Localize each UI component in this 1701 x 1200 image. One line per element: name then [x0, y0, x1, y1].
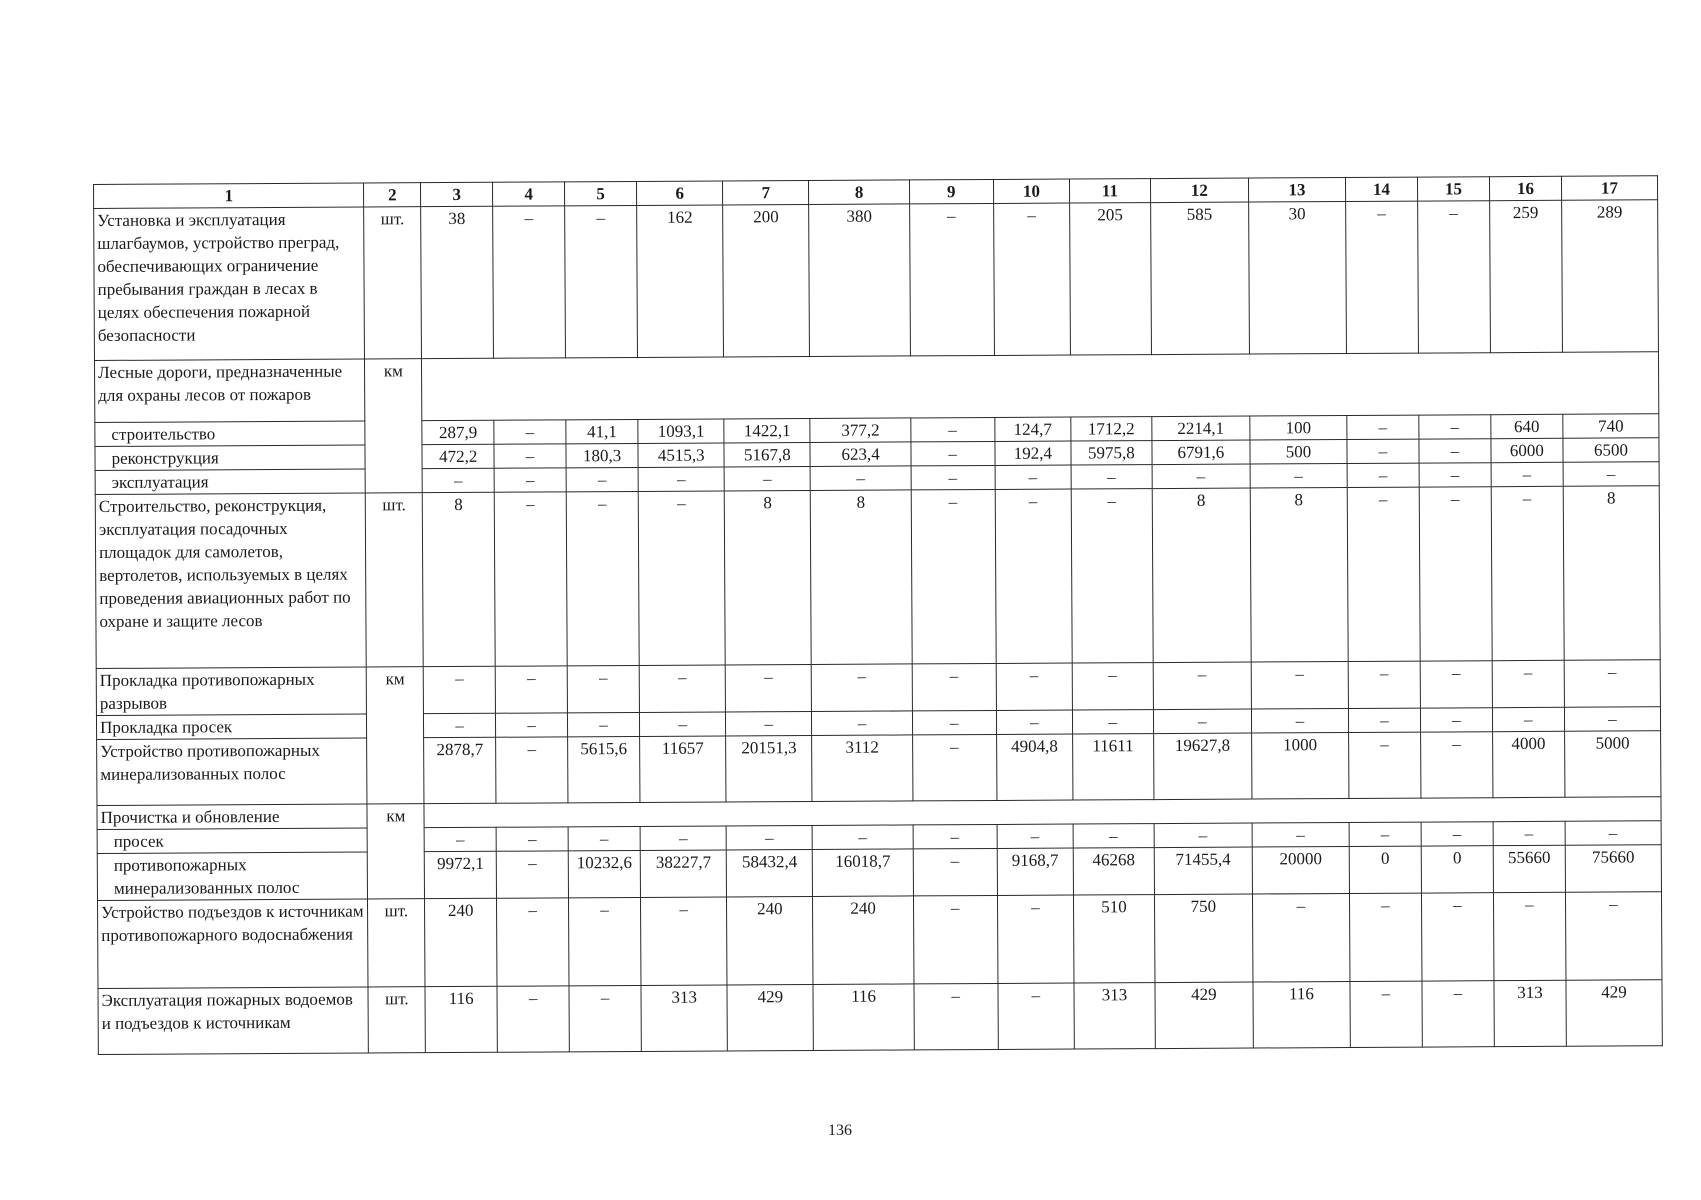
value-cell: – [424, 827, 496, 851]
page-number: 136 [828, 1122, 852, 1139]
value-cell: – [1152, 464, 1250, 489]
value-cell: 116 [425, 986, 497, 1052]
value-cell: – [1491, 486, 1564, 660]
value-cell: – [496, 827, 568, 851]
value-cell: – [812, 664, 913, 712]
value-cell: – [1252, 893, 1350, 982]
value-cell: – [1563, 462, 1659, 487]
value-cell: 116 [1253, 981, 1350, 1048]
value-cell: – [567, 665, 639, 712]
value-cell: – [1071, 465, 1152, 489]
value-cell: – [993, 203, 1070, 355]
value-cell: 289 [1561, 200, 1658, 353]
table-body [94, 176, 1663, 1055]
value-cell: – [1419, 487, 1492, 661]
value-cell: – [494, 420, 566, 444]
row-unit: шт. [364, 207, 422, 359]
value-cell: – [423, 666, 495, 713]
value-cell: 46268 [1073, 848, 1154, 895]
value-cell: 75660 [1565, 845, 1661, 893]
value-cell: 205 [1070, 203, 1152, 355]
row-name: просек [97, 828, 368, 854]
value-cell: – [1493, 821, 1565, 845]
header-cell: 10 [993, 179, 1069, 203]
value-cell: – [1071, 489, 1153, 663]
row-unit: шт. [368, 899, 425, 987]
value-cell: – [1491, 462, 1563, 486]
value-cell: – [569, 985, 641, 1051]
value-cell: – [1418, 201, 1491, 353]
value-cell: 5167,8 [724, 442, 810, 466]
value-cell: 5615,6 [568, 736, 640, 802]
header-cell: 12 [1150, 178, 1248, 203]
value-cell: 10232,6 [568, 850, 640, 897]
value-cell: 8 [811, 490, 912, 665]
value-cell: 9972,1 [424, 851, 496, 898]
merged-empty-cell [422, 352, 1659, 421]
value-cell: – [913, 848, 997, 895]
value-cell: 313 [1074, 983, 1155, 1049]
row-unit: шт. [366, 493, 424, 667]
value-cell: 313 [641, 985, 728, 1051]
header-cell: 6 [637, 181, 723, 205]
value-cell: – [913, 895, 997, 983]
table-row [98, 892, 1662, 989]
value-cell: 5975,8 [1071, 441, 1152, 465]
header-cell: 8 [809, 180, 909, 205]
header-cell: 11 [1070, 179, 1151, 203]
row-unit: км [367, 667, 424, 804]
value-cell: – [1350, 981, 1422, 1047]
header-cell: 17 [1561, 176, 1657, 201]
header-cell: 5 [565, 181, 637, 205]
value-cell: – [1153, 709, 1251, 734]
value-cell: 240 [727, 896, 814, 984]
value-cell: – [1072, 663, 1153, 710]
value-cell: 30 [1249, 202, 1347, 355]
row-unit: км [365, 359, 422, 493]
value-cell: 20000 [1252, 846, 1349, 894]
value-cell: – [997, 824, 1073, 848]
value-cell: 472,2 [422, 444, 494, 468]
value-cell: – [1346, 201, 1419, 353]
header-cell: 2 [364, 183, 421, 207]
value-cell: 429 [727, 984, 814, 1050]
value-cell: – [810, 466, 910, 491]
value-cell: – [1347, 487, 1420, 661]
value-cell: – [424, 713, 496, 737]
value-cell: 6500 [1563, 438, 1659, 463]
value-cell: 6000 [1491, 438, 1563, 462]
value-cell: – [995, 465, 1071, 489]
value-cell: 429 [1155, 982, 1254, 1049]
value-cell: – [496, 713, 568, 737]
table-row [94, 352, 1658, 423]
value-cell: 58432,4 [726, 849, 812, 896]
value-cell: 8 [1563, 486, 1660, 661]
value-cell: – [1421, 732, 1493, 798]
value-cell: – [997, 895, 1074, 983]
value-cell: – [1422, 981, 1494, 1047]
activities-table [93, 175, 1663, 1055]
value-cell: – [911, 465, 995, 489]
value-cell: – [497, 986, 569, 1052]
value-cell: 380 [809, 204, 910, 357]
value-cell: 4904,8 [996, 734, 1073, 800]
value-cell: – [1347, 463, 1419, 487]
value-cell: – [911, 441, 995, 465]
value-cell: – [1564, 707, 1660, 732]
value-cell: 585 [1150, 202, 1249, 355]
value-cell: 5000 [1564, 731, 1661, 798]
value-cell: – [566, 491, 639, 665]
value-cell: 377,2 [810, 418, 910, 443]
value-cell: 20151,3 [726, 735, 813, 801]
header-cell: 14 [1345, 177, 1417, 201]
value-cell: – [909, 203, 994, 355]
header-cell: 7 [723, 181, 809, 205]
header-cell: 3 [421, 182, 493, 206]
value-cell: – [422, 468, 494, 492]
table-row [97, 731, 1661, 806]
value-cell: 750 [1154, 894, 1253, 983]
row-name: противопожарных минерализованных полос [97, 852, 368, 901]
value-cell: 1712,2 [1071, 417, 1152, 441]
value-cell: 11611 [1073, 734, 1154, 800]
value-cell: 8 [724, 490, 811, 664]
table-row [98, 980, 1662, 1055]
value-cell: – [1072, 710, 1153, 734]
value-cell: – [912, 734, 996, 800]
value-cell: 2878,7 [424, 737, 496, 803]
value-cell: – [1347, 415, 1419, 439]
value-cell: – [494, 444, 566, 468]
value-cell: 6791,6 [1152, 440, 1250, 465]
value-cell: – [812, 711, 912, 736]
value-cell: – [812, 825, 912, 850]
value-cell: – [912, 663, 996, 710]
header-cell: 9 [909, 179, 993, 203]
value-cell: – [1252, 822, 1349, 847]
value-cell: 313 [1494, 980, 1566, 1046]
value-cell: – [497, 898, 569, 986]
value-cell: – [1419, 439, 1491, 463]
table-row [95, 486, 1660, 669]
row-name: Строительство, реконструкция, эксплуатация посадочных площадок для самолетов, вертолетов, используемых в целях проведения авиационных работ по охране и защите лесов [95, 493, 366, 669]
value-cell: – [496, 851, 568, 898]
value-cell: – [1421, 822, 1493, 846]
value-cell: 8 [422, 492, 495, 666]
row-name: Лесные дороги, предназначенные для охраны лесов от пожаров [94, 359, 365, 423]
value-cell: – [494, 468, 566, 492]
value-cell: 192,4 [995, 441, 1071, 465]
value-cell: 116 [813, 984, 914, 1051]
row-name: Устройство подъездов к источникам противопожарного водоснабжения [98, 899, 369, 989]
value-cell: – [1153, 662, 1251, 710]
value-cell: 0 [1349, 846, 1421, 893]
value-cell: – [495, 666, 567, 713]
value-cell: 19627,8 [1153, 733, 1252, 800]
value-cell: – [1493, 892, 1565, 980]
row-name: Прочистка и обновление [97, 804, 368, 830]
row-unit: шт. [368, 987, 425, 1053]
value-cell: 287,9 [422, 420, 494, 444]
value-cell: – [1420, 708, 1492, 732]
value-cell: 623,4 [810, 442, 910, 467]
value-cell: – [1348, 708, 1420, 732]
value-cell: 38227,7 [640, 850, 726, 897]
header-cell: 1 [94, 183, 365, 209]
value-cell: 240 [425, 898, 497, 986]
value-cell: – [494, 492, 567, 666]
value-cell: – [1251, 708, 1348, 733]
value-cell: 4000 [1492, 731, 1564, 797]
value-cell: – [640, 826, 726, 850]
value-cell: 240 [813, 896, 914, 985]
value-cell: – [912, 710, 996, 734]
value-cell: 9168,7 [997, 848, 1074, 895]
table-row [94, 200, 1659, 361]
row-name: Эксплуатация пожарных водоемов и подъездов к источникам [98, 987, 369, 1055]
value-cell: 429 [1566, 980, 1663, 1047]
row-name: Прокладка просек [96, 714, 367, 740]
value-cell: – [996, 710, 1072, 734]
value-cell: – [566, 467, 638, 491]
value-cell: 180,3 [566, 443, 638, 467]
value-cell: – [911, 489, 996, 663]
value-cell: 500 [1250, 440, 1347, 465]
value-cell: 71455,4 [1154, 847, 1252, 895]
value-cell: 259 [1490, 200, 1563, 352]
value-cell: – [565, 205, 638, 357]
value-cell: 640 [1491, 414, 1563, 438]
header-cell: 16 [1489, 176, 1561, 200]
row-name: эксплуатация [95, 469, 366, 495]
value-cell: 162 [637, 205, 724, 357]
value-cell: – [995, 489, 1072, 663]
value-cell: – [568, 826, 640, 850]
value-cell: – [1348, 661, 1420, 708]
value-cell: – [496, 737, 568, 803]
value-cell: – [638, 491, 725, 665]
value-cell: – [1251, 661, 1348, 709]
row-name: Устройство противопожарных минерализованных полос [97, 738, 368, 806]
header-cell: 13 [1248, 178, 1345, 203]
value-cell: – [1073, 824, 1154, 848]
value-cell: 1000 [1251, 732, 1348, 799]
value-cell: – [1349, 893, 1421, 981]
value-cell: – [568, 712, 640, 736]
value-cell: 4515,3 [638, 443, 724, 467]
value-cell: – [641, 897, 728, 985]
value-cell: – [1349, 732, 1421, 798]
value-cell: 55660 [1493, 845, 1565, 892]
value-cell: – [569, 897, 641, 985]
value-cell: – [911, 417, 995, 441]
value-cell: – [1154, 823, 1252, 848]
value-cell: 16018,7 [813, 849, 914, 897]
value-cell: – [724, 466, 810, 490]
value-cell: 740 [1563, 414, 1659, 439]
value-cell: 41,1 [566, 419, 638, 443]
value-cell: – [1421, 893, 1493, 981]
value-cell: 1422,1 [724, 418, 810, 442]
value-cell: – [1564, 660, 1660, 708]
value-cell: – [493, 206, 566, 358]
value-cell: – [640, 712, 726, 736]
value-cell: 124,7 [995, 417, 1071, 441]
value-cell: – [998, 983, 1075, 1049]
header-cell: 4 [493, 182, 565, 206]
row-name: Установка и эксплуатация шлагбаумов, устройство преград, обеспечивающих ограничение пребывания граждан в лесах в целях обеспечения пожарной безопасности [94, 207, 365, 361]
value-cell: 3112 [812, 735, 913, 802]
value-cell: 0 [1421, 846, 1493, 893]
header-cell: 15 [1417, 177, 1489, 201]
value-cell: – [639, 665, 725, 712]
value-cell: – [1492, 660, 1564, 707]
value-cell: – [1349, 822, 1421, 846]
row-name: реконструкция [95, 445, 366, 471]
row-name: строительство [95, 421, 366, 447]
value-cell: – [914, 983, 998, 1049]
value-cell: – [638, 467, 724, 491]
value-cell: 8 [1250, 488, 1348, 663]
value-cell: 1093,1 [638, 419, 724, 443]
value-cell: – [725, 664, 811, 711]
value-cell: 2214,1 [1152, 416, 1250, 441]
value-cell: 8 [1152, 488, 1251, 663]
value-cell: 100 [1250, 416, 1347, 441]
value-cell: 38 [421, 206, 494, 358]
value-cell: 200 [723, 205, 810, 357]
value-cell: 510 [1074, 895, 1155, 983]
value-cell: – [1419, 415, 1491, 439]
row-unit: км [367, 804, 424, 899]
value-cell: – [1419, 463, 1491, 487]
value-cell: – [726, 711, 812, 735]
row-name: Прокладка противопожарных разрывов [96, 667, 367, 716]
value-cell: – [726, 825, 812, 849]
value-cell: – [996, 663, 1073, 710]
value-cell: – [913, 824, 997, 848]
value-cell: – [1420, 661, 1492, 708]
value-cell: – [1565, 892, 1662, 981]
value-cell: 11657 [640, 736, 727, 802]
value-cell: – [1565, 821, 1661, 846]
value-cell: – [1347, 439, 1419, 463]
value-cell: – [1250, 464, 1347, 489]
value-cell: – [1492, 707, 1564, 731]
